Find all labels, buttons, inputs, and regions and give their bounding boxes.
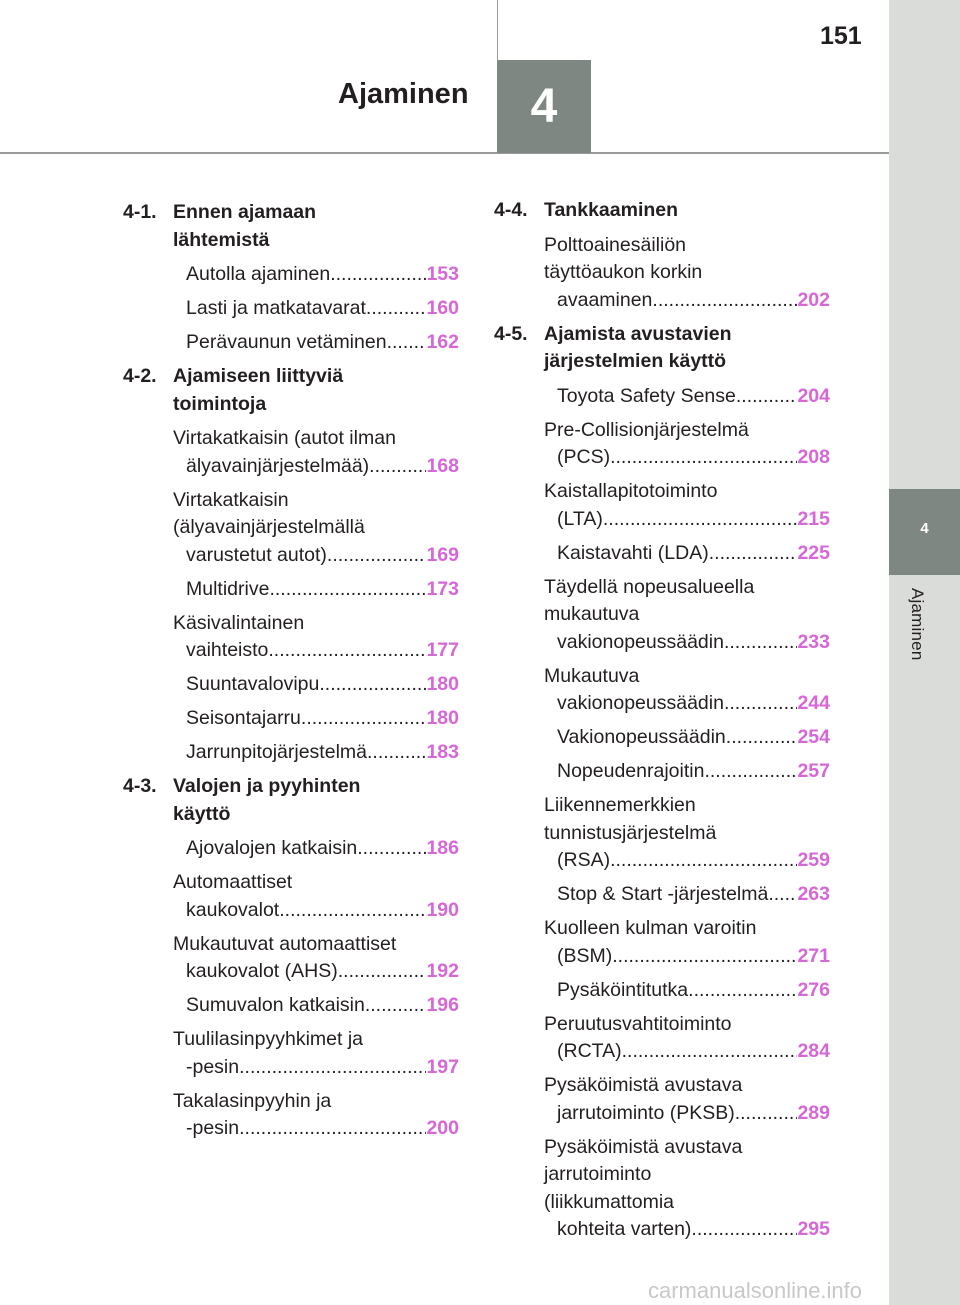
entry-title: Autolla ajaminen — [186, 263, 331, 285]
entry-text-line: Mukautuvat automaattiset — [173, 932, 397, 955]
toc-entry[interactable] — [173, 610, 459, 665]
section-title — [544, 197, 830, 225]
entry-title: avaaminen — [557, 288, 653, 311]
dot-leader — [726, 724, 798, 752]
dot-leader — [338, 958, 427, 986]
section-title — [544, 321, 830, 376]
dot-leader — [367, 739, 426, 767]
entry-last-line — [186, 295, 459, 323]
section-number: 4-4. — [494, 199, 528, 221]
entry-title: (RCTA) — [557, 1040, 622, 1062]
toc-entry[interactable] — [173, 576, 459, 604]
entry-last-line — [557, 629, 830, 657]
page-link[interactable]: 244 — [797, 692, 830, 714]
entry-title: älyavainjärjestelmää) — [186, 454, 370, 477]
toc-entry[interactable] — [173, 992, 459, 1020]
page-link[interactable]: 153 — [426, 263, 459, 285]
toc-section-heading — [494, 321, 830, 376]
page-link[interactable]: 186 — [426, 837, 459, 859]
section-title-line: Valojen ja pyyhinten — [173, 775, 361, 797]
section-number: 4-5. — [494, 322, 528, 345]
page-link[interactable]: 276 — [797, 978, 830, 1001]
entry-text-line: tunnistusjärjestelmä — [544, 821, 717, 844]
toc-entry[interactable] — [544, 1011, 830, 1066]
entry-title: Stop & Start -järjestelmä — [557, 883, 769, 905]
chapter-number-box: 4 — [497, 60, 591, 153]
entry-last-line — [557, 1100, 830, 1128]
page-link[interactable]: 233 — [797, 630, 830, 653]
page-link[interactable]: 263 — [797, 883, 830, 905]
entry-text-line: (älyavainjärjestelmällä — [173, 516, 365, 538]
entry-title: Toyota Safety Sense — [557, 384, 736, 407]
entry-title: vakionopeussäädin — [557, 630, 724, 653]
section-title-line: Tankkaaminen — [544, 199, 679, 221]
entry-title: kohteita varten) — [557, 1218, 692, 1240]
page-link[interactable]: 257 — [797, 760, 830, 782]
toc-entry[interactable] — [173, 329, 459, 357]
entry-last-line — [186, 261, 459, 289]
toc-section-heading — [494, 197, 830, 225]
page-link[interactable]: 196 — [426, 994, 459, 1016]
header-divider — [0, 152, 889, 154]
header-divider-vertical — [497, 0, 498, 60]
entry-title: -pesin — [186, 1055, 240, 1078]
dot-leader — [279, 897, 426, 925]
toc-entry[interactable] — [544, 792, 830, 875]
toc-entry[interactable] — [544, 758, 830, 786]
toc-entry[interactable] — [173, 1026, 459, 1081]
watermark: carmanualsonline.info — [648, 1278, 863, 1303]
entry-last-line — [186, 542, 459, 570]
entry-title: Ajovalojen katkaisin — [186, 837, 358, 859]
entry-last-line — [557, 506, 830, 534]
dot-leader — [387, 329, 427, 357]
entry-last-line — [557, 540, 830, 568]
toc-entry[interactable] — [544, 540, 830, 568]
toc-entry[interactable] — [544, 1072, 830, 1127]
entry-last-line — [557, 287, 830, 315]
page-link[interactable]: 289 — [797, 1101, 830, 1124]
entry-text-line: Kuolleen kulman varoitin — [544, 917, 757, 939]
entry-title: jarrutoiminto (PKSB) — [557, 1101, 735, 1124]
page-link[interactable]: 215 — [797, 507, 830, 530]
toc-entry[interactable] — [173, 487, 459, 570]
entry-last-line — [557, 690, 830, 718]
toc-entry[interactable] — [544, 663, 830, 718]
toc-entry[interactable] — [173, 1088, 459, 1143]
toc-section-heading — [123, 199, 459, 254]
toc-entry[interactable] — [544, 383, 830, 411]
entry-text-line: (liikkumattomia — [544, 1190, 675, 1213]
dot-leader — [366, 295, 427, 323]
entry-title: kaukovalot — [186, 898, 280, 921]
toc-section-heading — [123, 363, 459, 418]
page-link[interactable]: 259 — [797, 849, 830, 871]
entry-last-line — [557, 943, 830, 971]
section-title-line: järjestelmien käyttö — [544, 350, 727, 372]
entry-title: (RSA) — [557, 849, 611, 871]
page-link[interactable]: 200 — [426, 1117, 459, 1139]
entry-last-line — [557, 444, 830, 472]
entry-text-line: Automaattiset — [173, 871, 293, 893]
page-link[interactable]: 162 — [426, 331, 459, 353]
entry-title: -pesin — [186, 1117, 240, 1139]
dot-leader — [239, 1054, 426, 1082]
section-title-line: käyttö — [173, 802, 231, 825]
section-title-line: Ennen ajamaan — [173, 201, 317, 223]
entry-last-line — [557, 1216, 830, 1244]
entry-last-line — [186, 835, 459, 863]
entry-title: Sumuvalon katkaisin — [186, 994, 365, 1016]
dot-leader — [652, 287, 797, 315]
entry-last-line — [186, 1054, 459, 1082]
entry-title: Pysäköintitutka — [557, 978, 689, 1001]
entry-title: (BSM) — [557, 944, 613, 967]
entry-title: Vakionopeussäädin — [557, 726, 726, 748]
dot-leader — [688, 977, 797, 1005]
toc-entry[interactable] — [544, 478, 830, 533]
page-link[interactable]: 202 — [797, 288, 830, 311]
toc-entry[interactable] — [544, 915, 830, 970]
entry-text-line: jarrutoiminto — [544, 1163, 652, 1185]
entry-last-line — [186, 1115, 459, 1143]
page-link[interactable]: 208 — [797, 446, 830, 468]
toc-entry[interactable] — [544, 977, 830, 1005]
section-title — [173, 773, 459, 828]
page-link[interactable]: 183 — [426, 741, 459, 763]
toc-entry[interactable] — [544, 417, 830, 472]
page-link[interactable]: 190 — [426, 898, 459, 921]
entry-title: kaukovalot (AHS) — [186, 960, 338, 982]
page-link[interactable]: 225 — [797, 541, 830, 564]
entry-last-line — [186, 453, 459, 481]
entry-last-line — [557, 724, 830, 752]
page-link[interactable]: 180 — [426, 673, 459, 695]
entry-text-line: Liikennemerkkien — [544, 794, 696, 816]
dot-leader — [369, 453, 426, 481]
entry-title: (PCS) — [557, 446, 611, 468]
dot-leader — [610, 847, 797, 875]
entry-last-line — [557, 383, 830, 411]
dot-leader — [724, 690, 797, 718]
entry-last-line — [557, 977, 830, 1005]
entry-text-line: Tuulilasinpyyhkimet ja — [173, 1028, 364, 1050]
toc-entry[interactable] — [173, 671, 459, 699]
toc-left-column — [123, 199, 459, 1149]
toc-section-heading — [123, 773, 459, 828]
entry-text-line: Virtakatkaisin — [173, 488, 289, 511]
dot-leader — [301, 705, 427, 733]
entry-title: Jarrunpitojärjestelmä — [186, 741, 367, 763]
section-title — [173, 363, 459, 418]
entry-text-line: Virtakatkaisin (autot ilman — [173, 427, 396, 449]
page-link[interactable]: 204 — [797, 384, 830, 407]
toc-entry[interactable] — [544, 574, 830, 657]
dot-leader — [357, 835, 426, 863]
dot-leader — [768, 881, 797, 909]
dot-leader — [612, 943, 797, 971]
toc-entry[interactable] — [544, 881, 830, 909]
entry-text-line: Peruutusvahtitoiminto — [544, 1012, 732, 1035]
entry-last-line — [186, 992, 459, 1020]
toc-right-column — [494, 197, 830, 1250]
entry-text-line: Pysäköimistä avustava — [544, 1135, 743, 1158]
dot-leader — [603, 506, 798, 534]
page-link[interactable]: 254 — [797, 726, 830, 748]
page-link[interactable]: 169 — [426, 543, 459, 566]
dot-leader — [610, 444, 797, 472]
entry-last-line — [186, 671, 459, 699]
entry-text-line: Takalasinpyyhin ja — [173, 1089, 332, 1112]
entry-last-line — [557, 1038, 830, 1066]
entry-text-line: Kaistallapitotoiminto — [544, 480, 718, 502]
dot-leader — [365, 992, 427, 1020]
entry-last-line — [186, 739, 459, 767]
entry-text-line: Polttoainesäiliön — [544, 233, 687, 256]
entry-last-line — [186, 705, 459, 733]
page-link[interactable]: 284 — [797, 1040, 830, 1062]
entry-title: Multidrive — [186, 577, 270, 600]
toc-entry[interactable] — [173, 739, 459, 767]
dot-leader — [622, 1038, 798, 1066]
entry-title: vaihteisto — [186, 639, 269, 661]
dot-leader — [269, 576, 426, 604]
dot-leader — [239, 1115, 426, 1143]
toc-entry[interactable] — [544, 724, 830, 752]
entry-title: vakionopeussäädin — [557, 692, 724, 714]
dot-leader — [736, 383, 798, 411]
page-number: 151 — [820, 22, 862, 50]
section-number: 4-3. — [123, 775, 157, 797]
entry-title: Seisontajarru — [186, 707, 301, 729]
section-title — [173, 199, 459, 254]
entry-title: Perävaunun vetäminen — [186, 331, 387, 353]
page-link[interactable]: 160 — [426, 297, 459, 319]
entry-text-line: täyttöaukon korkin — [544, 261, 703, 283]
chapter-title: Ajaminen — [338, 78, 469, 110]
entry-last-line — [186, 576, 459, 604]
page-link[interactable]: 192 — [426, 960, 459, 982]
entry-text-line: Käsivalintainen — [173, 611, 305, 634]
entry-text-line: Täydellä nopeusalueella — [544, 575, 755, 598]
entry-title: Suuntavalovipu — [186, 673, 320, 695]
toc-entry[interactable] — [173, 425, 459, 480]
toc-entry[interactable] — [173, 931, 459, 986]
toc-entry[interactable] — [173, 295, 459, 323]
entry-title: Lasti ja matkatavarat — [186, 297, 366, 319]
dot-leader — [691, 1216, 797, 1244]
page-link[interactable]: 168 — [426, 454, 459, 477]
sidebar-chapter-label: Ajaminen — [908, 588, 927, 661]
entry-last-line — [186, 958, 459, 986]
dot-leader — [724, 629, 797, 657]
section-number: 4-1. — [123, 201, 157, 223]
toc-entry[interactable] — [544, 232, 830, 315]
page-link[interactable]: 295 — [797, 1218, 830, 1240]
page-link[interactable]: 177 — [426, 639, 459, 661]
toc-entry[interactable] — [173, 705, 459, 733]
section-title-line: toimintoja — [173, 392, 267, 415]
toc-entry[interactable] — [544, 1134, 830, 1244]
entry-last-line — [557, 881, 830, 909]
entry-text-line: Pre-Collisionjärjestelmä — [544, 418, 749, 441]
entry-last-line — [557, 758, 830, 786]
entry-title: (LTA) — [557, 507, 603, 530]
section-title-line: Ajamiseen liittyviä — [173, 365, 344, 387]
entry-title: varustetut autot) — [186, 543, 327, 566]
entry-last-line — [186, 897, 459, 925]
dot-leader — [704, 758, 797, 786]
dot-leader — [735, 1100, 798, 1128]
entry-last-line — [557, 847, 830, 875]
dot-leader — [330, 261, 426, 289]
toc-entry[interactable] — [173, 835, 459, 863]
section-title-line: lähtemistä — [173, 228, 270, 251]
entry-text-line: mukautuva — [544, 603, 640, 625]
page-link[interactable]: 180 — [426, 707, 459, 729]
section-number: 4-2. — [123, 365, 157, 387]
dot-leader — [268, 637, 426, 665]
toc-entry[interactable] — [173, 261, 459, 289]
entry-title: Kaistavahti (LDA) — [557, 541, 709, 564]
dot-leader — [327, 542, 427, 570]
entry-text-line: Pysäköimistä avustava — [544, 1074, 743, 1096]
toc-entry[interactable] — [173, 869, 459, 924]
sidebar-chapter-number: 4 — [920, 520, 929, 537]
section-title-line: Ajamista avustavien — [544, 322, 732, 345]
page-link[interactable]: 197 — [426, 1055, 459, 1078]
entry-last-line — [186, 637, 459, 665]
page-link[interactable]: 271 — [797, 944, 830, 967]
entry-text-line: Mukautuva — [544, 664, 640, 687]
dot-leader — [709, 540, 798, 568]
entry-last-line — [186, 329, 459, 357]
entry-title: Nopeudenrajoitin — [557, 760, 705, 782]
dot-leader — [319, 671, 426, 699]
page-link[interactable]: 173 — [426, 577, 459, 600]
